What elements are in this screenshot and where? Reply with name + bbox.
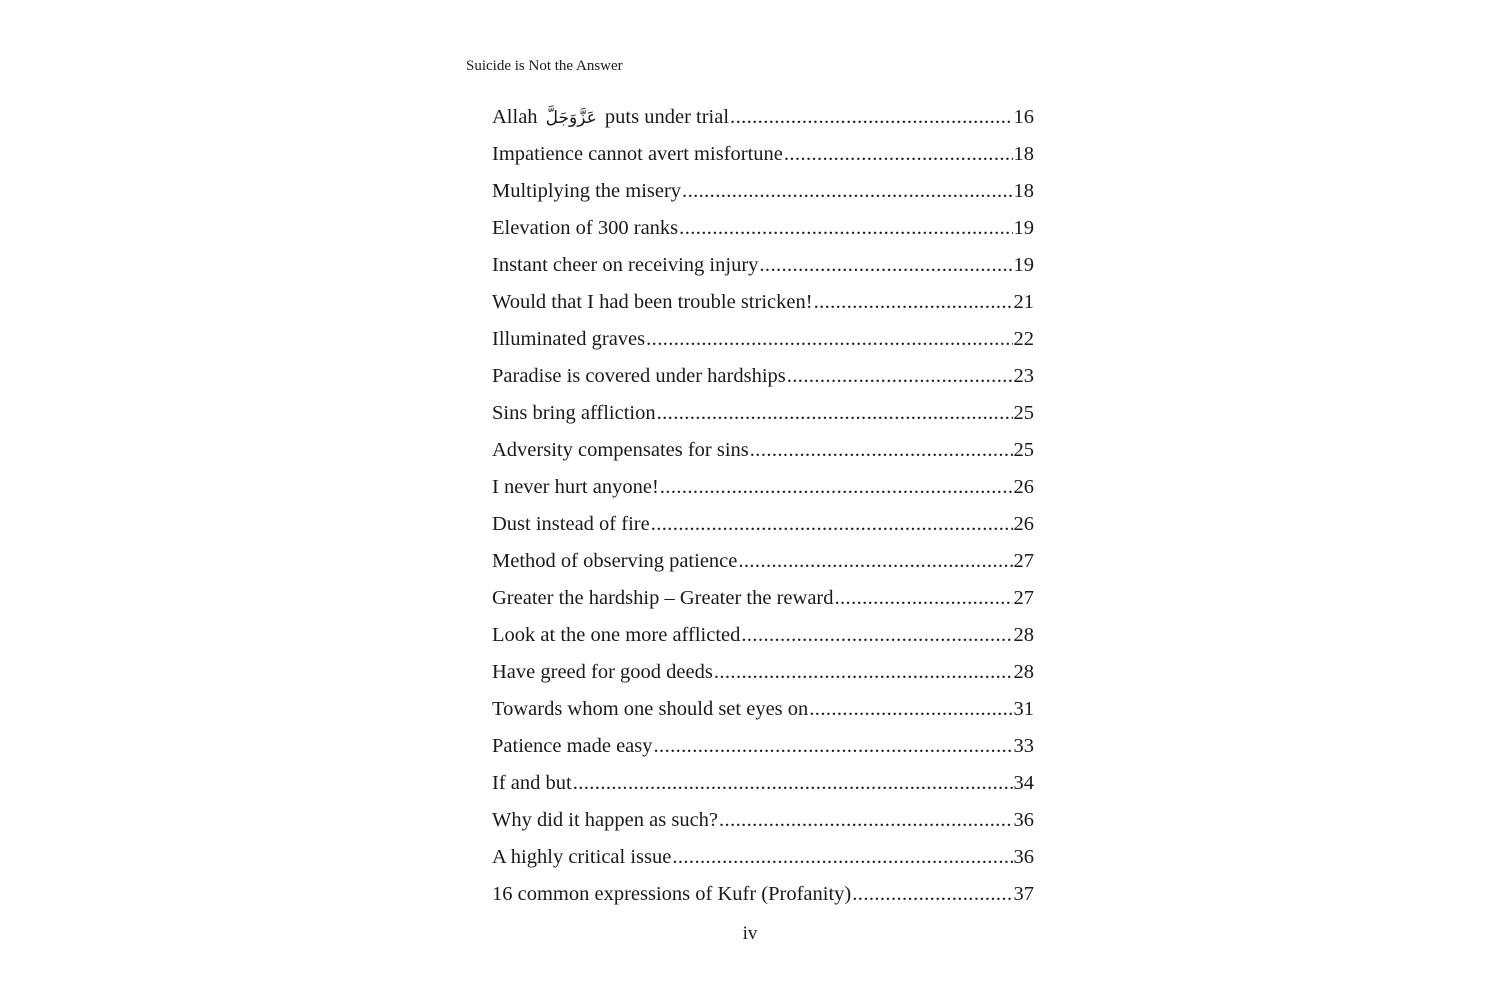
toc-entry-title: Sins bring affliction xyxy=(492,402,656,424)
toc-entry[interactable] xyxy=(492,324,1034,361)
dot-leader xyxy=(682,176,1012,206)
dot-leader xyxy=(759,250,1012,280)
toc-entry-page: 36 xyxy=(1013,809,1034,831)
toc-entry-title: Adversity compensates for sins xyxy=(492,439,749,461)
toc-entry-page: 27 xyxy=(1013,587,1034,609)
toc-entry[interactable] xyxy=(492,842,1034,879)
table-of-contents xyxy=(492,102,1034,916)
toc-entry-title: Have greed for good deeds xyxy=(492,661,713,683)
toc-entry-page: 33 xyxy=(1013,735,1034,757)
dot-leader xyxy=(741,620,1012,650)
toc-entry-page: 25 xyxy=(1013,439,1034,461)
toc-entry-page: 27 xyxy=(1013,550,1034,572)
dot-leader xyxy=(573,768,1013,798)
toc-entry-title: Look at the one more afflicted xyxy=(492,624,741,646)
toc-entry-page: 28 xyxy=(1013,624,1034,646)
toc-entry-title xyxy=(492,102,729,133)
toc-entry-page: 18 xyxy=(1013,180,1034,202)
dot-leader xyxy=(809,694,1012,724)
toc-entry-title: Paradise is covered under hardships xyxy=(492,365,786,387)
toc-entry[interactable] xyxy=(492,768,1034,805)
toc-entry-page: 26 xyxy=(1013,476,1034,498)
toc-entry[interactable] xyxy=(492,657,1034,694)
toc-entry-title: Patience made easy xyxy=(492,735,653,757)
dot-leader xyxy=(852,879,1012,909)
toc-entry-page: 36 xyxy=(1013,846,1034,868)
toc-entry-page: 16 xyxy=(1013,106,1034,128)
toc-entry-title: Instant cheer on receiving injury xyxy=(492,254,759,276)
dot-leader xyxy=(719,805,1012,835)
toc-entry[interactable] xyxy=(492,250,1034,287)
toc-entry-page: 19 xyxy=(1013,254,1034,276)
toc-entry-title: Illuminated graves xyxy=(492,328,646,350)
toc-entry[interactable] xyxy=(492,398,1034,435)
toc-entry[interactable] xyxy=(492,694,1034,731)
toc-entry-page: 18 xyxy=(1013,143,1034,165)
toc-entry-page: 31 xyxy=(1013,698,1034,720)
toc-entry[interactable] xyxy=(492,620,1034,657)
dot-leader xyxy=(835,583,1013,613)
dot-leader xyxy=(738,546,1012,576)
toc-entry[interactable] xyxy=(492,805,1034,842)
dot-leader xyxy=(814,287,1013,317)
toc-entry-title: Multiplying the misery xyxy=(492,180,682,202)
dot-leader xyxy=(654,731,1013,761)
toc-entry-page: 25 xyxy=(1013,402,1034,424)
toc-entry-title: I never hurt anyone! xyxy=(492,476,659,498)
dot-leader xyxy=(679,213,1012,243)
toc-entry[interactable] xyxy=(492,176,1034,213)
dot-leader xyxy=(730,102,1012,132)
dot-leader xyxy=(784,139,1013,169)
toc-entry-title: A highly critical issue xyxy=(492,846,672,868)
toc-entry[interactable] xyxy=(492,361,1034,398)
toc-entry[interactable] xyxy=(492,435,1034,472)
toc-entry[interactable] xyxy=(492,287,1034,324)
toc-title-after: puts under trial xyxy=(604,106,730,128)
dot-leader xyxy=(787,361,1013,391)
toc-entry-title: Method of observing patience xyxy=(492,550,738,572)
arabic-honorific: عَزَّوَجَلَّ xyxy=(545,108,597,128)
dot-leader xyxy=(750,435,1013,465)
toc-entry[interactable] xyxy=(492,213,1034,250)
toc-entry-page: 23 xyxy=(1013,365,1034,387)
dot-leader xyxy=(660,472,1013,502)
toc-entry[interactable] xyxy=(492,102,1034,139)
toc-entry[interactable] xyxy=(492,879,1034,916)
toc-entry-title: Impatience cannot avert misfortune xyxy=(492,143,783,165)
dot-leader xyxy=(672,842,1012,872)
page-number: iv xyxy=(742,923,758,944)
toc-entry-title: Why did it happen as such? xyxy=(492,809,719,831)
toc-entry[interactable] xyxy=(492,509,1034,546)
toc-entry-page: 26 xyxy=(1013,513,1034,535)
dot-leader xyxy=(657,398,1013,428)
toc-entry-page: 22 xyxy=(1013,328,1034,350)
toc-entry-title: Dust instead of fire xyxy=(492,513,650,535)
toc-entry-page: 28 xyxy=(1013,661,1034,683)
toc-entry-page: 37 xyxy=(1013,883,1034,905)
toc-entry-page: 21 xyxy=(1013,291,1034,313)
toc-entry-title: If and but xyxy=(492,772,572,794)
toc-entry[interactable] xyxy=(492,583,1034,620)
toc-entry[interactable] xyxy=(492,731,1034,768)
toc-entry[interactable] xyxy=(492,546,1034,583)
dot-leader xyxy=(646,324,1012,354)
toc-entry-page: 19 xyxy=(1013,217,1034,239)
toc-title-before: Allah xyxy=(492,106,538,128)
toc-entry[interactable] xyxy=(492,472,1034,509)
toc-entry-page: 34 xyxy=(1013,772,1034,794)
dot-leader xyxy=(651,509,1013,539)
toc-entry-title: Would that I had been trouble stricken! xyxy=(492,291,813,313)
toc-entry[interactable] xyxy=(492,139,1034,176)
toc-entry-title: Elevation of 300 ranks xyxy=(492,217,679,239)
toc-entry-title: Towards whom one should set eyes on xyxy=(492,698,809,720)
dot-leader xyxy=(714,657,1013,687)
toc-entry-title: Greater the hardship – Greater the reward xyxy=(492,587,834,609)
running-header: Suicide is Not the Answer xyxy=(466,58,623,74)
toc-entry-title: 16 common expressions of Kufr (Profanity) xyxy=(492,883,852,905)
